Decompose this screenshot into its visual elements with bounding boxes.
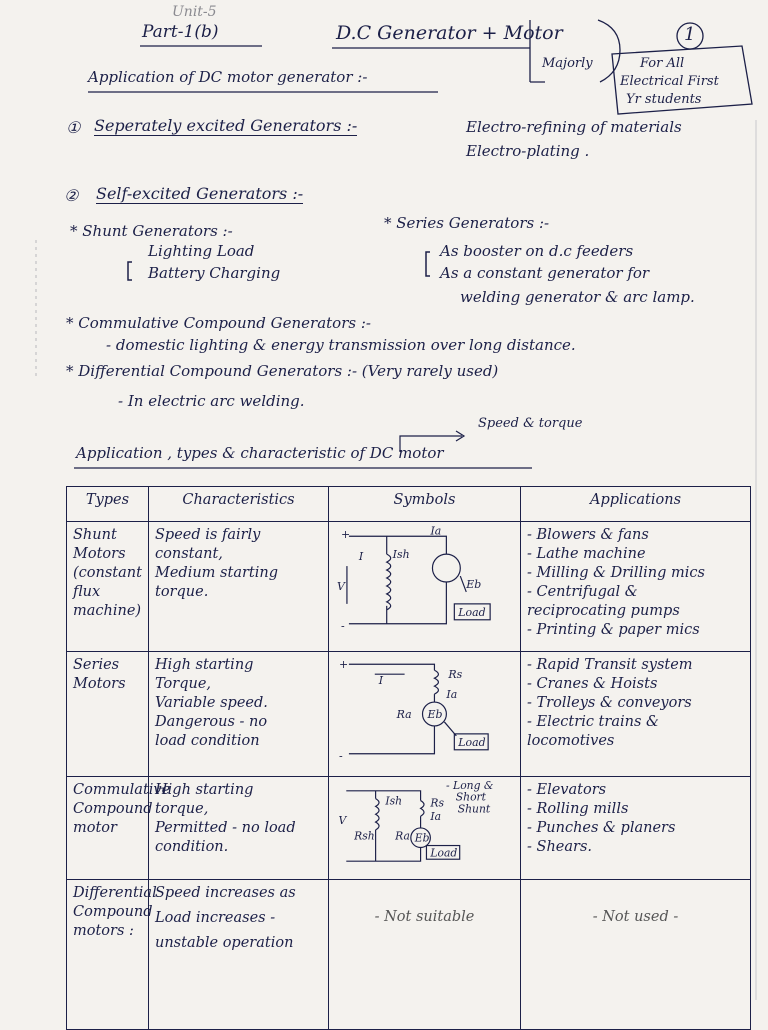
- sym-note-1: - Long &: [446, 781, 494, 792]
- sym-ia: Ia: [430, 810, 442, 824]
- sym-load: Load: [458, 735, 486, 749]
- app-line: - Electric trains &: [527, 714, 659, 730]
- app-line: locomotives: [527, 733, 615, 749]
- applications-cell: [521, 777, 751, 880]
- shunt-gen-label: * Shunt Generators :-: [70, 222, 233, 240]
- char-line: torque,: [155, 801, 209, 817]
- sym-rs: Rs: [448, 668, 463, 682]
- app-line: - Cranes & Hoists: [527, 676, 658, 692]
- item-2-number: ②: [64, 186, 79, 205]
- symbol-cell: [329, 652, 521, 777]
- char-line: Speed is fairly: [155, 527, 261, 543]
- type-line: motors :: [73, 923, 134, 939]
- applications-not-used: - Not used -: [592, 909, 679, 925]
- type-line: Shunt: [73, 527, 117, 543]
- char-line: Permitted - no load: [155, 820, 296, 836]
- type-line: Motors: [73, 676, 126, 692]
- type-line: machine): [73, 603, 142, 619]
- series-gen-use-3: welding generator & arc lamp.: [460, 288, 695, 306]
- type-line: Compound: [73, 904, 153, 920]
- table-row-differential: [67, 880, 751, 1030]
- sym-ra: Ra: [396, 707, 412, 721]
- sym-load: Load: [458, 605, 486, 619]
- compound-motor-diagram: [335, 781, 514, 869]
- dc-motor-table: [66, 486, 751, 1030]
- cumulative-gen-label: * Commulative Compound Generators :-: [66, 314, 371, 332]
- sym-note-2: Short: [455, 790, 487, 804]
- char-line: torque.: [155, 584, 209, 600]
- characteristics-cell: [149, 652, 329, 777]
- series-gen-use-1: As booster on d.c feeders: [440, 242, 634, 260]
- char-line: Variable speed.: [155, 695, 268, 711]
- sym-ish: Ish: [385, 794, 403, 808]
- separately-excited-label: Seperately excited Generators :-: [94, 116, 358, 135]
- app-line: - Lathe machine: [527, 546, 646, 562]
- item-1-number: ①: [66, 118, 81, 137]
- type-cell: [67, 880, 157, 1030]
- app-line: - Elevators: [527, 782, 607, 798]
- separately-use-2: Electro-plating .: [466, 142, 590, 160]
- sym-note-3: Shunt: [457, 802, 491, 816]
- type-line: Compound: [73, 801, 153, 817]
- sym-plus: +: [340, 528, 351, 542]
- sym-v: V: [338, 814, 347, 828]
- type-line: Motors: [73, 546, 126, 562]
- app-line: - Blowers & fans: [527, 527, 649, 543]
- sym-minus: -: [338, 749, 343, 763]
- type-line: Series: [73, 657, 120, 673]
- audience-line-1: For All: [640, 56, 685, 71]
- audience-line-3: Yr students: [626, 92, 702, 107]
- app-line: - Rolling mills: [527, 801, 629, 817]
- cumulative-gen-text: Commulative Compound Generators :-: [78, 314, 371, 332]
- differential-gen-text: Differential Compound Generators :- (Very rarely used): [78, 362, 499, 380]
- app-line: - Milling & Drilling mics: [527, 565, 705, 581]
- differential-gen-use: - In electric arc welding.: [118, 392, 305, 410]
- characteristics-cell: [149, 880, 329, 1030]
- page-title: D.C Generator + Motor: [336, 22, 563, 44]
- sym-rs: Rs: [430, 796, 444, 810]
- speed-torque-note: Speed & torque: [478, 416, 583, 431]
- col-header-types: Types: [67, 487, 149, 522]
- char-line: condition.: [155, 839, 229, 855]
- char-line: unstable operation: [155, 935, 294, 951]
- sym-rsh: Rsh: [354, 829, 375, 843]
- symbol-cell: [329, 522, 521, 652]
- app-line: - Shears.: [527, 839, 592, 855]
- app-line: - Centrifugal &: [527, 584, 638, 600]
- self-excited-label: Self-excited Generators :-: [96, 184, 304, 203]
- table-row-cumulative: [67, 777, 751, 880]
- sym-eb: Eb: [466, 577, 482, 591]
- shunt-gen-use-1: Lighting Load: [148, 242, 255, 260]
- sym-eb: Eb: [414, 831, 430, 845]
- shunt-gen-use-2: Battery Charging: [148, 264, 281, 282]
- sym-i: I: [378, 674, 384, 688]
- sym-load: Load: [430, 846, 458, 860]
- series-gen-text: Series Generators :-: [396, 214, 550, 232]
- series-motor-diagram: [335, 656, 514, 766]
- char-line: Dangerous - no: [155, 714, 268, 730]
- audience-line-2: Electrical First: [620, 74, 719, 89]
- sym-i: I: [358, 550, 364, 564]
- table-row-series: [67, 652, 751, 777]
- characteristics-cell: [149, 777, 329, 880]
- sym-ra: Ra: [395, 829, 410, 843]
- type-line: flux: [73, 584, 101, 600]
- sym-v: V: [336, 579, 345, 593]
- sym-plus: +: [338, 658, 349, 672]
- sym-ia: Ia: [430, 526, 442, 538]
- characteristics-cell: [149, 522, 329, 652]
- app-line: - Printing & paper mics: [527, 622, 700, 638]
- app-line: - Rapid Transit system: [527, 657, 693, 673]
- sym-minus: -: [340, 619, 345, 633]
- unit-label: Unit-5: [172, 4, 217, 20]
- type-line: Differential: [73, 885, 157, 901]
- part-label: Part-1(b): [142, 22, 219, 42]
- type-line: (constant: [73, 565, 142, 581]
- type-line: motor: [73, 820, 117, 836]
- sym-eb: Eb: [427, 707, 443, 721]
- type-line: Commulative: [73, 782, 171, 798]
- series-gen-use-2: As a constant generator for: [440, 264, 650, 282]
- app-line: - Trolleys & conveyors: [527, 695, 692, 711]
- majorly-label: Majorly: [542, 56, 593, 71]
- series-gen-label: * Series Generators :-: [384, 214, 550, 232]
- col-header-symbols: Symbols: [329, 487, 521, 522]
- shunt-motor-diagram: [335, 526, 514, 636]
- type-cell: [67, 652, 149, 777]
- differential-gen-label: * Differential Compound Generators :- (Very rarely used): [66, 362, 499, 380]
- symbol-cell: [329, 880, 521, 1030]
- app-line: reciprocating pumps: [527, 603, 680, 619]
- col-header-applications: Applications: [521, 487, 751, 522]
- applications-cell: [521, 880, 751, 1030]
- applications-cell: [521, 522, 751, 652]
- shunt-gen-text: Shunt Generators :-: [82, 222, 233, 240]
- type-cell: [67, 522, 149, 652]
- table-header-row: [67, 487, 751, 522]
- char-line: Speed increases as: [155, 885, 296, 901]
- char-line: High starting: [155, 782, 254, 798]
- symbol-cell: [329, 777, 521, 880]
- page-number: 1: [684, 24, 696, 45]
- sym-ish: Ish: [392, 548, 410, 562]
- separately-use-1: Electro-refining of materials: [466, 118, 682, 136]
- char-line: Torque,: [155, 676, 212, 692]
- gen-app-heading: Application of DC motor generator :-: [88, 68, 368, 86]
- app-line: - Punches & planers: [527, 820, 676, 836]
- sym-ia: Ia: [446, 688, 458, 702]
- cumulative-gen-use: - domestic lighting & energy transmission over long distance.: [106, 336, 576, 354]
- applications-cell: [521, 652, 751, 777]
- char-line: constant,: [155, 546, 223, 562]
- char-line: Medium starting: [155, 565, 278, 581]
- motor-section-heading: Application , types & characteristic of DC motor: [76, 444, 444, 462]
- symbols-not-suitable: - Not suitable: [374, 909, 475, 925]
- col-header-characteristics: Characteristics: [149, 487, 329, 522]
- char-line: load condition: [155, 733, 260, 749]
- table-row-shunt: [67, 522, 751, 652]
- type-cell: [67, 777, 171, 880]
- char-line: High starting: [155, 657, 254, 673]
- char-line: Load increases -: [155, 910, 276, 926]
